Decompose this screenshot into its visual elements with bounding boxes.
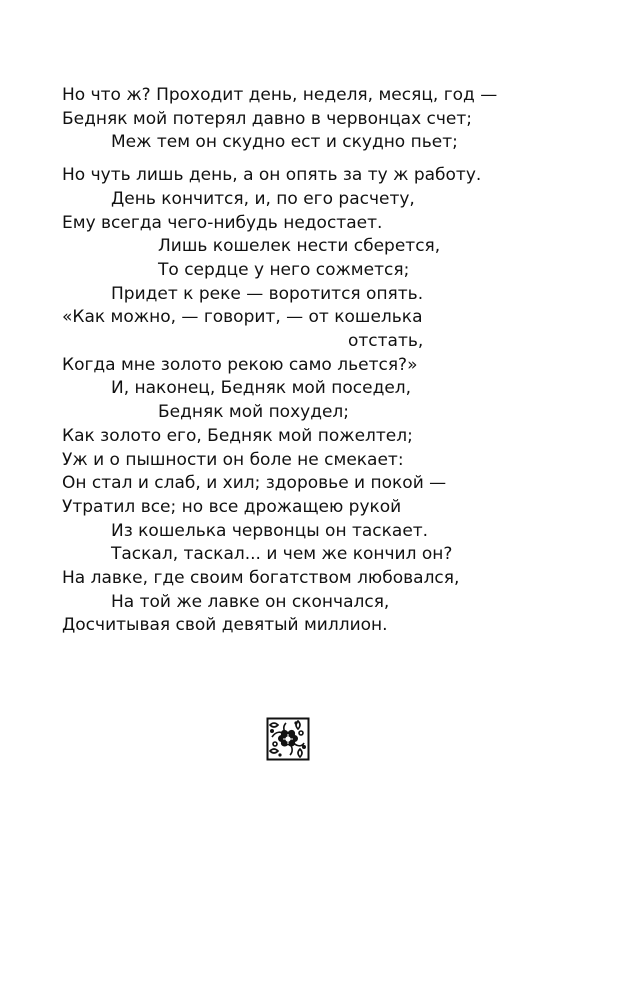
poem-line: Лишь кошелек нести сберется,: [158, 236, 441, 257]
floral-vignette-icon: [266, 717, 310, 761]
poem-text: [62, 84, 562, 638]
poem-line: Досчитывая свой девятый миллион.: [62, 615, 388, 636]
poem-line: Меж тем он скудно ест и скудно пьет;: [111, 132, 458, 153]
poem-line: Но что ж? Проходит день, неделя, месяц, год —: [62, 85, 498, 105]
poem-line: Утратил все; но все дрожащею рукой: [62, 496, 402, 517]
poem-line: И, наконец, Бедняк мой поседел,: [111, 378, 412, 399]
poem-line: Придет к реке — воротится опять.: [111, 283, 424, 304]
poem-line: «Как можно, — говорит, — от кошелька: [62, 307, 423, 328]
poem-line: Таскал, таскал... и чем же кончил он?: [111, 544, 453, 565]
poem-line: Как золото его, Бедняк мой пожелтел;: [62, 425, 413, 446]
poem-line: На лавке, где своим богатством любовался,: [62, 568, 460, 589]
poem-line: Он стал и слаб, и хил; здоровье и покой —: [62, 473, 447, 494]
poem-line: Но чуть лишь день, а он опять за ту ж работу.: [62, 165, 482, 186]
poem-line: Бедняк мой потерял давно в червонцах счет;: [62, 108, 473, 129]
poem-line: Когда мне золото рекою само льется?»: [62, 354, 418, 375]
poem-line: Ему всегда чего-нибудь недостает.: [62, 212, 383, 233]
poem-line: Бедняк мой похудел;: [158, 402, 350, 423]
poem-line: День кончится, и, по его расчету,: [111, 188, 415, 209]
poem-line: На той же лавке он скончался,: [111, 591, 390, 612]
poem-line: Из кошелька червонцы он таскает.: [111, 520, 429, 541]
poem-line: То сердце у него сожмется;: [158, 259, 410, 280]
stanza-gap: [62, 155, 562, 164]
poem-line: Уж и о пышности он боле не смекает:: [62, 449, 404, 470]
poem-line: отстать,: [348, 331, 424, 352]
